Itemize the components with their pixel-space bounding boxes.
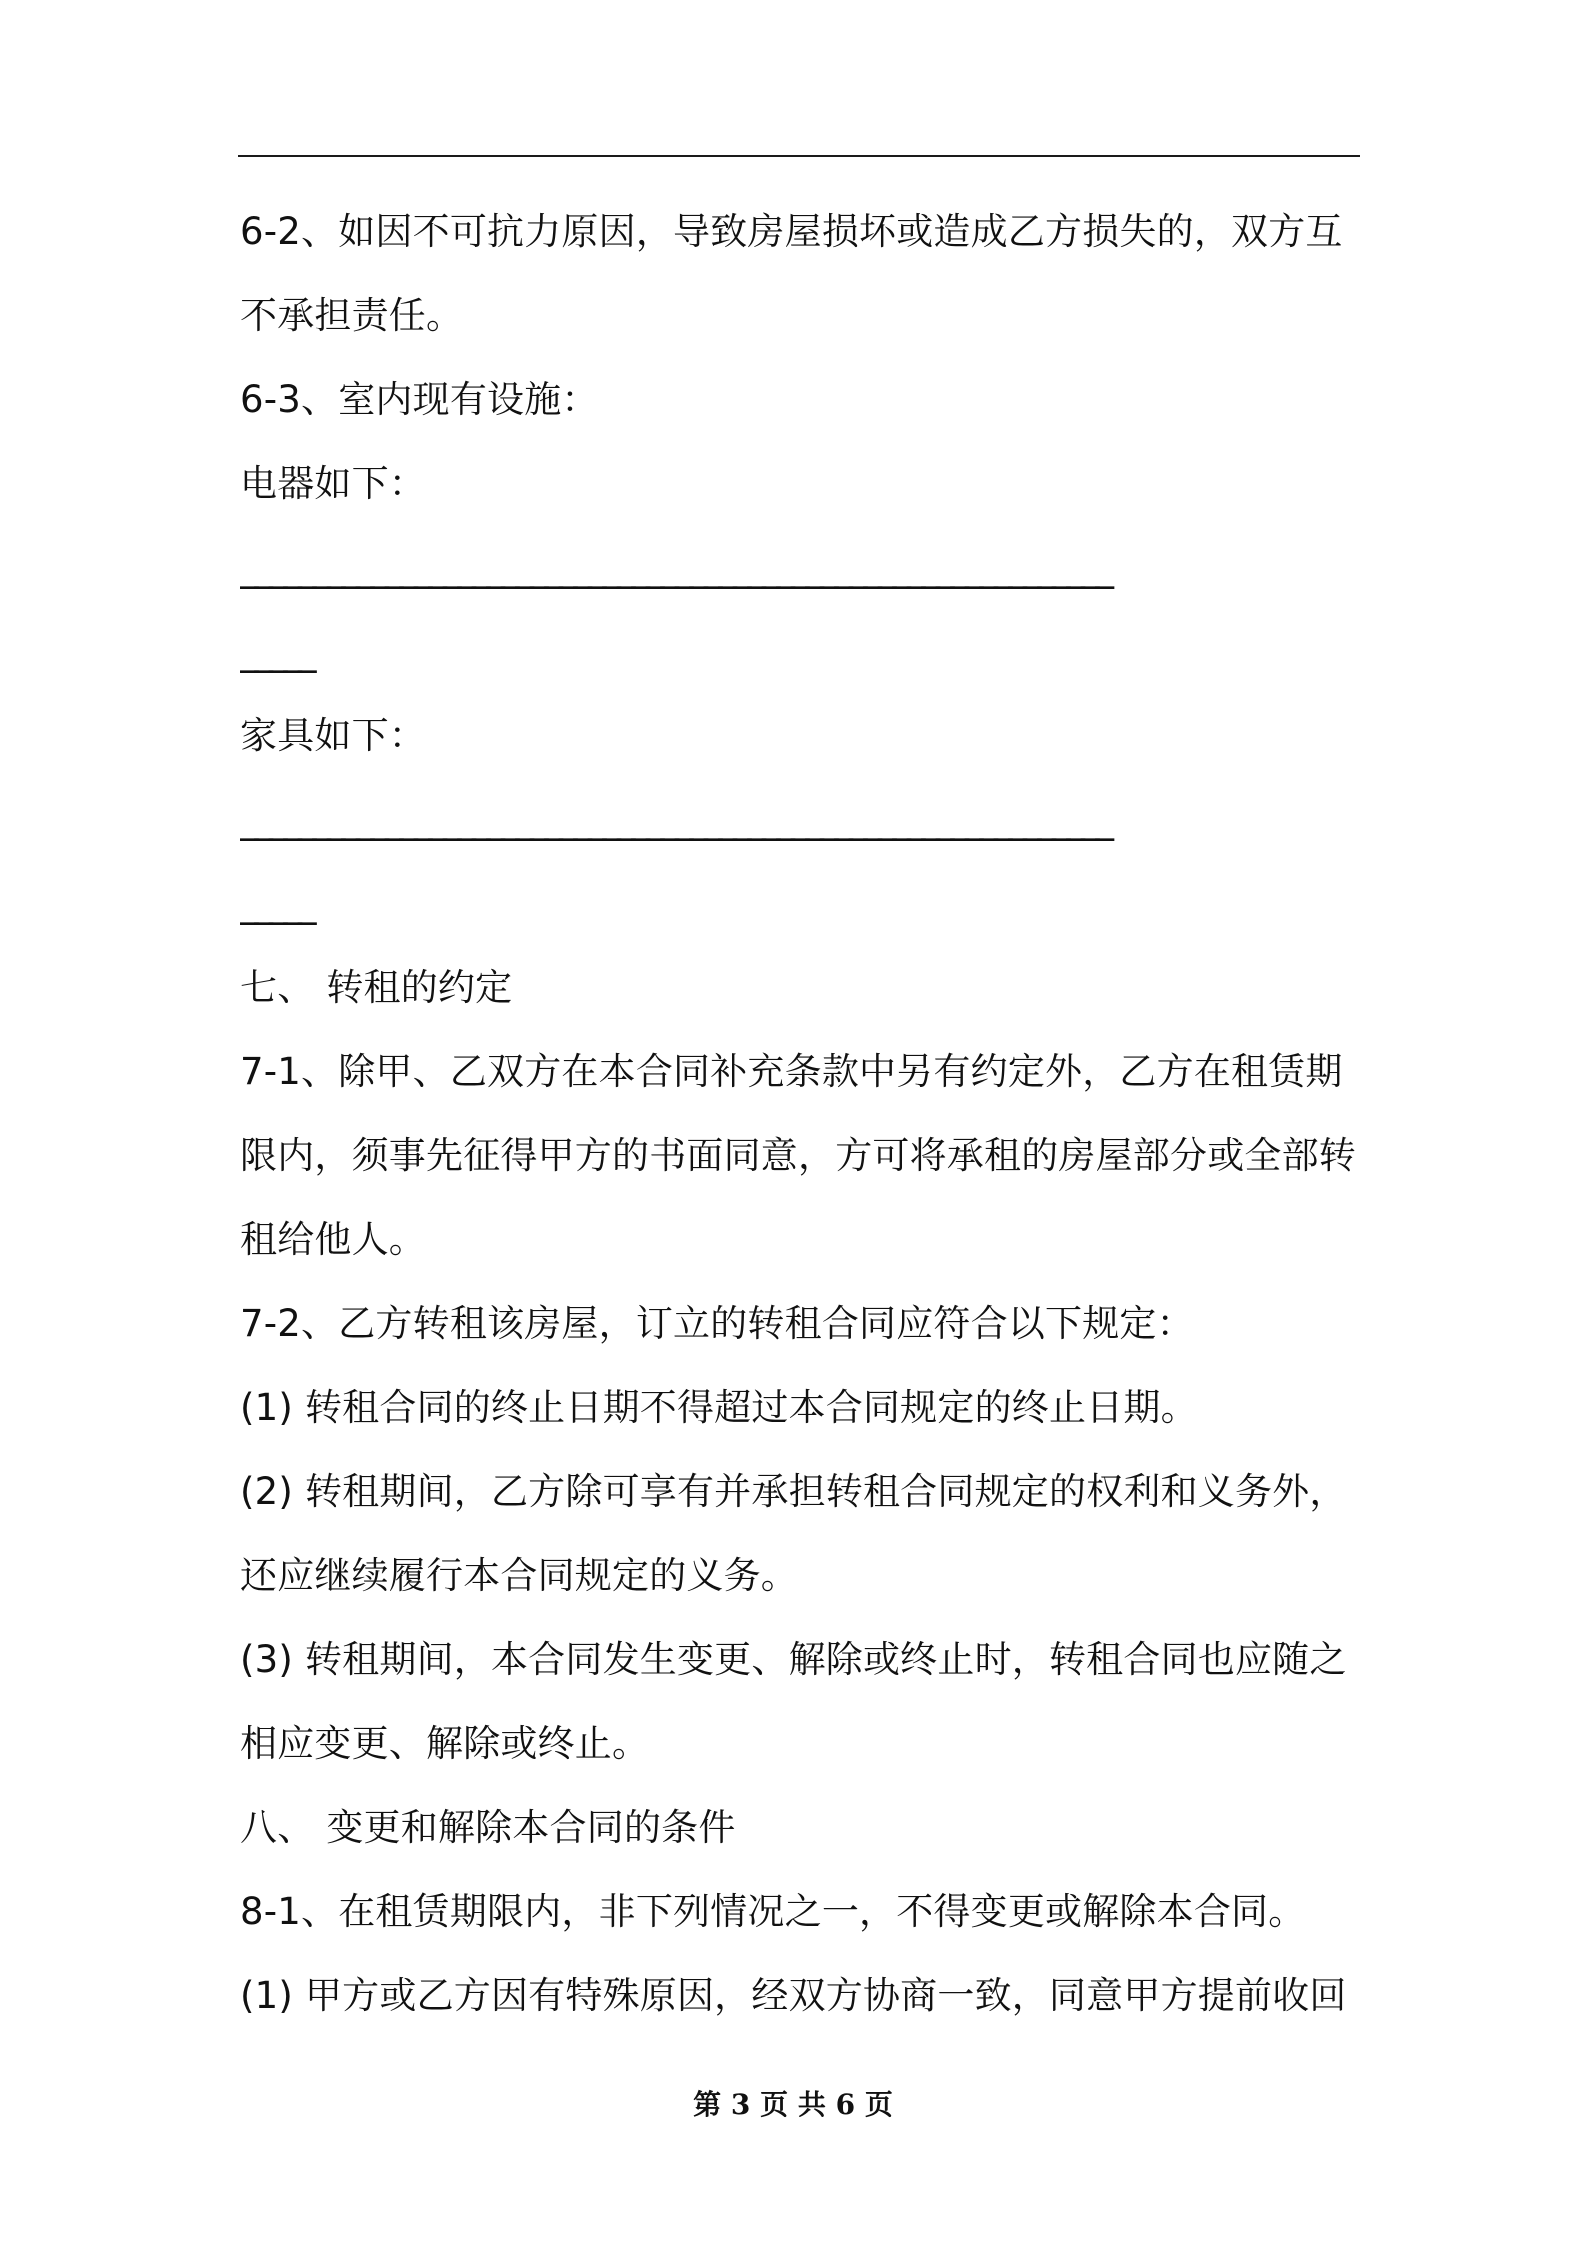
paragraph-line: (1) 转租合同的终止日期不得超过本合同规定的终止日期。 <box>240 1386 1198 1429</box>
document-body <box>240 190 1362 2038</box>
section-heading: 七、 转租的约定 <box>240 966 513 1009</box>
paragraph-line: 家具如下： <box>240 714 426 757</box>
paragraph-line: 租给他人。 <box>240 1218 426 1261</box>
paragraph-line: 限内，须事先征得甲方的书面同意，方可将承租的房屋部分或全部转 <box>240 1134 1356 1177</box>
fill-in-blank-line: _____ <box>240 882 313 925</box>
paragraph-line: 8-1、在租赁期限内，非下列情况之一，不得变更或解除本合同。 <box>240 1890 1306 1933</box>
paragraph-line: 7-2、乙方转租该房屋，订立的转租合同应符合以下规定： <box>240 1302 1194 1345</box>
header-divider <box>238 155 1360 157</box>
fill-in-blank-line: ____________________________________________________________ <box>240 546 1110 589</box>
paragraph-line: 6-2、如因不可抗力原因，导致房屋损坏或造成乙方损失的，双方互 <box>240 210 1343 253</box>
paragraph-line: (1) 甲方或乙方因有特殊原因，经双方协商一致，同意甲方提前收回 <box>240 1974 1347 2017</box>
paragraph-line: 6-3、室内现有设施： <box>240 378 599 421</box>
paragraph-line: (3) 转租期间，本合同发生变更、解除或终止时，转租合同也应随之 <box>240 1638 1347 1681</box>
fill-in-blank-line: _____ <box>240 630 313 673</box>
paragraph-line: 相应变更、解除或终止。 <box>240 1722 650 1765</box>
paragraph-line: 7-1、除甲、乙双方在本合同补充条款中另有约定外，乙方在租赁期 <box>240 1050 1343 1093</box>
paragraph-line: 还应继续履行本合同规定的义务。 <box>240 1554 798 1597</box>
page-number: 第 3 页 共 6 页 <box>693 2088 893 2121</box>
paragraph-line: 不承担责任。 <box>240 294 464 337</box>
section-heading: 八、 变更和解除本合同的条件 <box>240 1806 736 1849</box>
paragraph-line: 电器如下： <box>240 462 426 505</box>
fill-in-blank-line: ____________________________________________________________ <box>240 798 1110 841</box>
paragraph-line: (2) 转租期间，乙方除可享有并承担转租合同规定的权利和义务外， <box>240 1470 1347 1513</box>
